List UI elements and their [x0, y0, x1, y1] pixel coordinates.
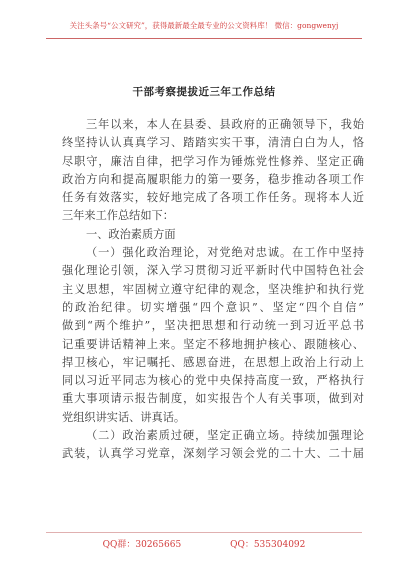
- body-line: 任务有效落实，较好地完成了各项工作任务。现将本人近: [62, 191, 364, 205]
- body-line: 尽职守，廉洁自律，把学习作为锤炼党性修养、坚定正确: [62, 154, 364, 168]
- body-line: 武装，认真学习党章，深刻学习领会党的二十大、二十届: [62, 447, 364, 461]
- body-line: 做到“两个维护”，坚决把思想和行动统一到习近平总书: [62, 319, 364, 333]
- document-title: 干部考察提拔近三年工作总结: [132, 86, 276, 98]
- footer-contact: [0, 537, 408, 550]
- body-line: 重大事项请示报告制度，如实报告个人有关事项，做到对: [62, 392, 364, 406]
- footer-qq-group: QQ群：30265665: [102, 540, 182, 550]
- body-line: 记重要讲话精神上来。坚定不移地拥护核心、跟随核心、: [62, 337, 364, 351]
- footer-qq: QQ：535304092: [230, 540, 306, 550]
- header-divider: [46, 38, 362, 39]
- body-line: 捍卫核心，牢记嘱托、感恩奋进，在思想上政治上行动上: [62, 355, 364, 369]
- body-line: （二）政治素质过硬，坚定正确立场。持续加强理论: [86, 429, 364, 443]
- document-body: [62, 116, 364, 464]
- body-line: 三年以来，本人在县委、县政府的正确领导下，我始: [86, 118, 364, 131]
- section-heading: 一、政治素质方面: [86, 227, 176, 241]
- body-line: 党组织讲实话、讲真话。: [62, 410, 186, 424]
- header-note: 关注头条号“公文研究”，获得最新最全最专业的公文资料库！ 微信：gongwenyj: [69, 21, 339, 30]
- body-line: 主义思想，牢固树立遵守纪律的观念，坚决维护和执行党: [62, 282, 364, 296]
- body-line: 三年来工作总结如下：: [62, 209, 174, 223]
- footer-divider: [46, 532, 362, 533]
- body-line: 同以习近平同志为核心的党中央保持高度一致，严格执行: [62, 374, 364, 388]
- body-line: 终坚持认认真真学习、踏踏实实干事，清清白白为人，恪: [62, 136, 364, 150]
- body-line: 政治方向和提高履职能力的第一要务，稳步推动各项工作: [62, 172, 364, 186]
- body-line: （一）强化政治理论，对党绝对忠诚。在工作中坚持: [86, 246, 364, 260]
- body-line: 的政治纪律。切实增强“四个意识”、坚定“四个自信”: [62, 300, 364, 314]
- body-line: 强化理论引领，深入学习贯彻习近平新时代中国特色社会: [62, 264, 364, 278]
